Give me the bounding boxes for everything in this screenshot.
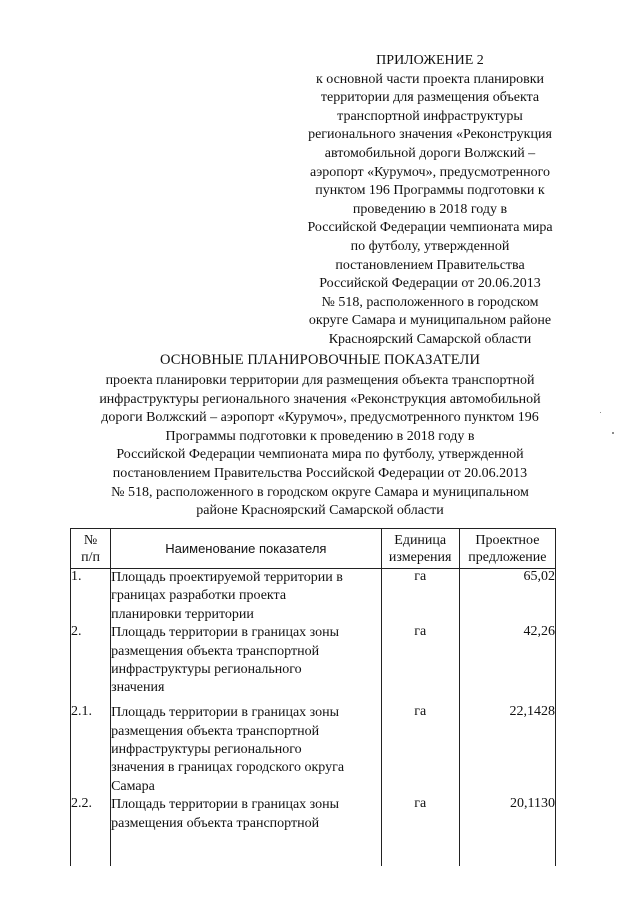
appendix-line: по футболу, утвержденной: [350, 238, 510, 254]
table-row: [71, 796, 556, 866]
appendix-line: регионального значения «Реконструкция: [308, 127, 552, 143]
appendix-line: аэропорт «Курумоч», предусмотренного: [309, 164, 551, 180]
table-row: [71, 704, 556, 796]
scan-speck: [600, 412, 601, 413]
row-value: 20,1130: [459, 796, 555, 866]
row-name-line: размещения объекта транспортной: [111, 643, 320, 659]
row-name-line: Самара: [111, 778, 155, 794]
row-name-line: планировки территории: [111, 606, 254, 622]
row-name: [111, 796, 382, 866]
header-num-line: п/п: [81, 549, 100, 565]
row-name-line: Площадь территории в границах зоны: [111, 797, 340, 813]
table-row: [71, 624, 556, 704]
row-name: [111, 569, 382, 625]
header-unit-line: измерения: [388, 549, 452, 565]
appendix-line: округе Самара и муниципальном районе: [308, 313, 552, 329]
row-unit: га: [381, 569, 459, 625]
header-unit: [381, 529, 459, 569]
appendix-line: территории для размещения объекта: [320, 90, 540, 106]
header-num-line: №: [83, 532, 98, 548]
appendix-line: Российской Федерации чемпионата мира: [307, 220, 553, 236]
document-subtitle: [50, 372, 590, 521]
appendix-line: автомобильной дороги Волжский –: [324, 145, 536, 161]
subtitle-line: дороги Волжский – аэропорт «Курумоч», предусмотренного пунктом 196: [101, 410, 539, 426]
row-name: [111, 704, 382, 796]
page-title: ОСНОВНЫЕ ПЛАНИРОВОЧНЫЕ ПОКАЗАТЕЛИ: [159, 352, 481, 368]
indicators-table: [70, 528, 556, 866]
row-unit: га: [381, 796, 459, 866]
row-name-line: размещения объекта транспортной: [111, 723, 320, 739]
row-name-line: значения в границах городского округа: [111, 760, 345, 776]
subtitle-line: № 518, расположенного в городском округе Самара и муниципальном: [111, 484, 529, 500]
appendix-line: Российской Федерации от 20.06.2013: [319, 276, 541, 292]
subtitle-line: инфраструктуры регионального значения «Реконструкция автомобильной: [99, 391, 541, 407]
appendix-line: транспортной инфраструктуры: [337, 108, 523, 124]
appendix-line: Красноярский Самарской области: [328, 331, 532, 347]
row-name-line: размещения объекта транспортной: [111, 815, 320, 831]
header-value-line: предложение: [468, 549, 547, 565]
subtitle-line: проекта планировки территории для размещения объекта транспортной: [105, 373, 535, 388]
subtitle-line: постановлением Правительства Российской Федерации от 20.06.2013: [112, 465, 528, 481]
subtitle-line: Российской Федерации чемпионата мира по футболу, утвержденной: [116, 447, 524, 463]
scan-speck: [612, 432, 614, 434]
appendix-line: проведению в 2018 году в: [352, 201, 508, 217]
row-value: 65,02: [459, 569, 555, 625]
row-number: 2.2.: [71, 796, 111, 866]
row-number: 1.: [71, 569, 111, 625]
appendix-line: пунктом 196 Программы подготовки к: [315, 183, 545, 199]
header-unit-line: Единица: [394, 532, 447, 548]
row-name-line: границах разработки проекта: [111, 588, 287, 604]
row-value: 22,1428: [459, 704, 555, 796]
header-name: Наименование показателя: [111, 529, 382, 569]
appendix-line: ПРИЛОЖЕНИЕ 2: [376, 53, 484, 68]
row-unit: га: [381, 624, 459, 704]
row-number: 2.1.: [71, 704, 111, 796]
header-value: [459, 529, 555, 569]
row-name-line: Площадь территории в границах зоны: [111, 705, 340, 721]
row-name: [111, 624, 382, 704]
row-name-line: Площадь территории в границах зоны: [111, 625, 340, 641]
row-name-line: значения: [111, 680, 165, 696]
appendix-line: к основной части проекта планировки: [315, 71, 545, 87]
row-unit: га: [381, 704, 459, 796]
appendix-line: постановлением Правительства: [335, 257, 525, 273]
subtitle-line: Программы подготовки к проведению в 2018 году в: [165, 428, 475, 444]
appendix-line: № 518, расположенного в городском: [321, 294, 539, 310]
header-value-line: Проектное: [475, 532, 540, 548]
row-name-line: инфраструктуры регионального: [111, 742, 302, 758]
table-row: [71, 569, 556, 625]
row-name-line: Площадь проектируемой территории в: [111, 570, 343, 585]
header-num: [71, 529, 111, 569]
row-value: 42,26: [459, 624, 555, 704]
subtitle-line: районе Красноярский Самарской области: [196, 503, 444, 519]
row-number: 2.: [71, 624, 111, 704]
appendix-header: [280, 52, 580, 350]
row-name-line: инфраструктуры регионального: [111, 662, 302, 678]
table-header-row: [71, 529, 556, 569]
